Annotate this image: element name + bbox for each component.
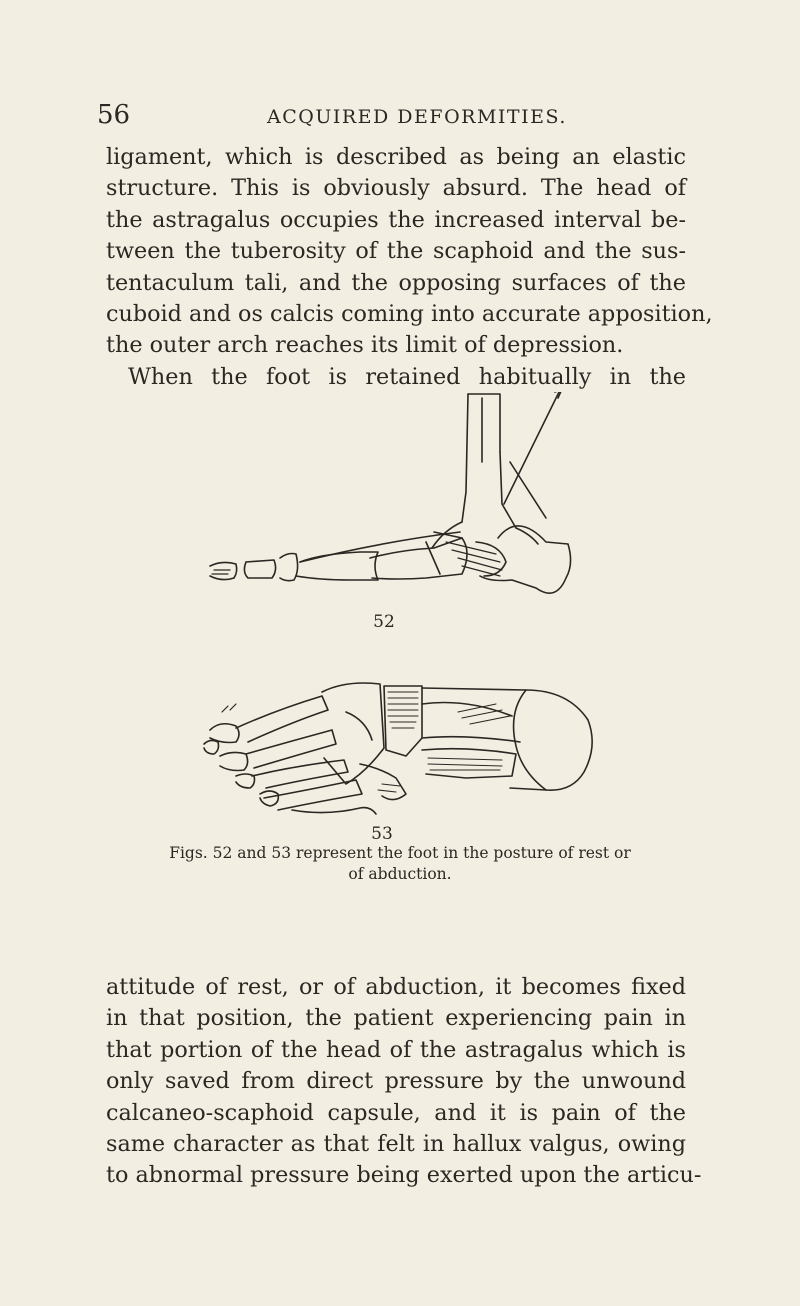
page-number: 56 [97,100,131,130]
paragraph-bottom [106,972,702,1192]
running-head: ACQUIRED DEFORMITIES. [267,106,567,128]
text-line: cuboid and os calcis coming into accurate apposition, [106,301,713,328]
text-line: in that position, the patient experiencing pain in [106,1005,686,1032]
caption-line: of abduction. [348,865,452,883]
figure-caption [130,843,670,885]
text-line: to abnormal pressure being exerted upon the articu- [106,1162,702,1189]
text-line: attitude of rest, or of abduction, it becomes fixed [106,974,686,1000]
text-line: only saved from direct pressure by the unwound [106,1068,686,1095]
figure-52-number: 52 [373,612,395,632]
text-line: the astragalus occupies the increased interval be- [106,206,686,233]
text-line: that portion of the head of the astragalus which is [106,1036,686,1063]
text-line: calcaneo-scaphoid capsule, and it is pain of the [106,1099,686,1126]
text-line: tween the tuberosity of the scaphoid and the sus- [106,238,686,265]
text-line: tentaculum tali, and the opposing surfaces of the [106,269,686,296]
text-line: same character as that felt in hallux valgus, owing [106,1131,686,1158]
figure-53-number: 53 [371,824,393,844]
page-header [97,100,697,140]
caption-line: Figs. 52 and 53 represent the foot in the posture of rest or [169,844,631,862]
foot-skeleton-top-view-illustration [196,676,600,822]
paragraph-top [106,142,713,393]
text-line: structure. This is obviously absurd. The head of [106,175,686,202]
text-line: When the foot is retained habitually in the [128,363,686,390]
text-line: the outer arch reaches its limit of depression. [106,332,624,359]
text-line: ligament, which is described as being an elastic [106,144,686,170]
foot-skeleton-side-view-illustration [200,392,580,604]
